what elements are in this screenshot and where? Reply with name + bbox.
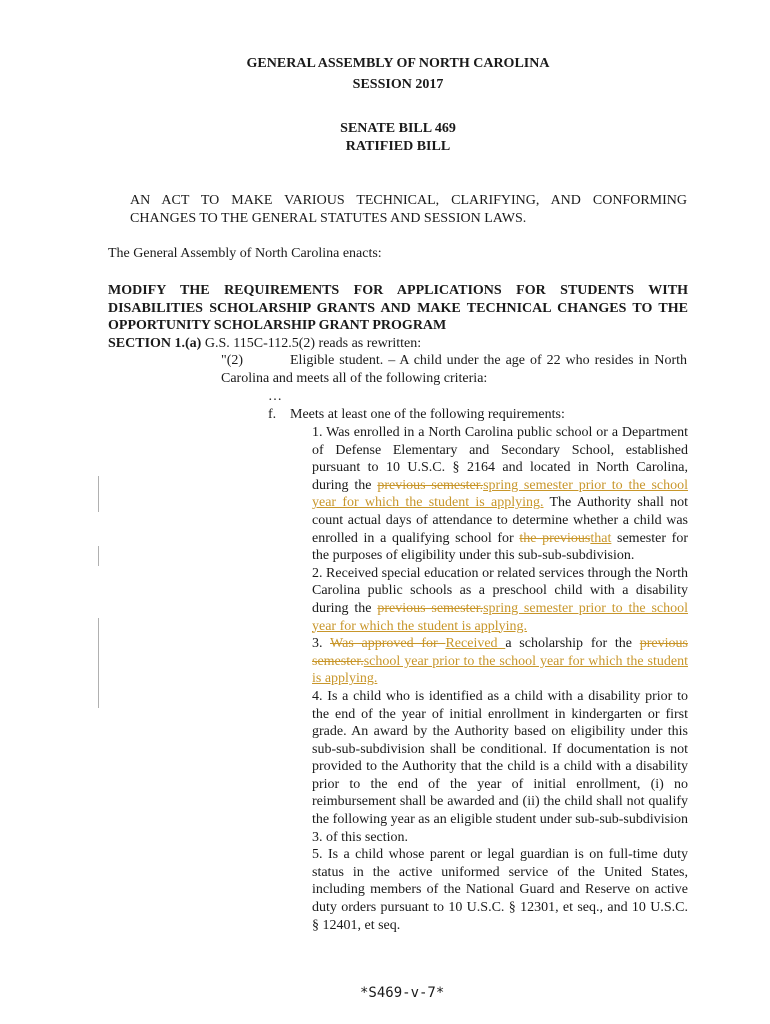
- section-label: SECTION 1.(a): [108, 336, 202, 351]
- requirement-5: 5. Is a child whose parent or legal guardian is on full-time duty status in the active uniformed service of the United States, including members of the National Guard and Reserve on active duty orders pursuant to 10 U.S.C. § 12301, et seq., and 10 U.S.C. § 12401, et seq.: [312, 847, 688, 933]
- req2-deleted-1: previous semester.: [377, 600, 484, 616]
- req3-deleted-1: Was approved for: [330, 636, 446, 652]
- sub2-body: Eligible student. – A child under the age of 22 who resides in North Carolina and meets all of the following criteria:: [221, 353, 687, 386]
- req3-inserted-1: Received: [445, 636, 506, 652]
- document-footer-id: *S469-v-7*: [360, 985, 445, 1001]
- req3-deleted-2: previous semester.: [312, 636, 688, 669]
- req1-text-c: semester for the purposes of eligibility under this sub-sub-subdivision.: [312, 530, 688, 564]
- req1-text-a: 1. Was enrolled in a North Carolina public school or a Department of Defense Elementary and Secondary School, established pursuant to 10 U.S.C. § 2164 and located in North Carolina, during the: [312, 425, 688, 493]
- header-line-1: GENERAL ASSEMBLY OF NORTH CAROLINA: [246, 56, 550, 71]
- change-bar: [98, 618, 99, 654]
- sub2-label: "(2): [221, 353, 244, 368]
- req1-deleted-2: the previous: [519, 530, 591, 546]
- change-bar: [98, 546, 99, 566]
- requirement-2: [312, 565, 688, 635]
- change-bar: [98, 654, 99, 708]
- header-line-2: SESSION 2017: [352, 77, 444, 92]
- header-line-4: RATIFIED BILL: [345, 139, 451, 154]
- requirement-4: 4. Is a child who is identified as a child with a disability prior to the end of the year of initial enrollment in kindergarten or first grade. An award by the Authority based on eligibility under this sub-sub-subdivision shall be conditional. If documentation is not provided to the Authority that the child is a child with a disability prior to the end of the year of initial enrollment, (i) no reimbursement shall be awarded and (ii) the child shall not qualify the following year as an eligible student under sub-sub-subdivision 3. of this section.: [312, 688, 688, 845]
- sub2-text: [221, 352, 687, 387]
- requirements-list: [312, 424, 688, 934]
- section-heading: MODIFY THE REQUIREMENTS FOR APPLICATIONS FOR STUDENTS WITH DISABILITIES SCHOLARSHIP GRANTS AND MAKE TECHNICAL CHANGES TO THE OPPORTUNITY SCHOLARSHIP GRANT PROGRAM: [108, 283, 688, 334]
- requirement-1: [312, 424, 688, 565]
- change-bar: [98, 476, 99, 512]
- req3-text-a: 3.: [312, 636, 331, 652]
- req2-inserted-1: spring semester prior to the school year for which the student is applying.: [312, 600, 689, 634]
- req1-inserted-2: that: [590, 530, 612, 546]
- item-f-text: Meets at least one of the following requirements:: [290, 407, 565, 422]
- req1-deleted-1: previous semester.: [377, 477, 484, 493]
- enacting-clause: The General Assembly of North Carolina enacts:: [108, 246, 382, 261]
- req3-inserted-2: school year prior to the school year for which the student is applying.: [312, 653, 688, 687]
- req1-inserted-1: spring semester prior to the school year for which the student is applying.: [312, 477, 689, 511]
- section-text: G.S. 115C-112.5(2) reads as rewritten:: [204, 336, 422, 351]
- ellipsis: …: [268, 389, 282, 404]
- header-line-3: SENATE BILL 469: [340, 121, 456, 136]
- act-title: AN ACT TO MAKE VARIOUS TECHNICAL, CLARIFYING, AND CONFORMING CHANGES TO THE GENERAL STATUTES AND SESSION LAWS.: [130, 193, 687, 226]
- req2-text-a: 2. Received special education or related services through the North Carolina public schools as a preschool child with a disability during the: [312, 565, 688, 616]
- requirement-3: [312, 635, 688, 688]
- section-line: [108, 335, 688, 353]
- req3-text-b: a scholarship for the: [505, 636, 640, 652]
- req1-text-b: The Authority shall not count actual days of attendance to determine whether a child was enrolled in a qualifying school for: [312, 495, 689, 546]
- item-f-label: f.: [268, 407, 277, 422]
